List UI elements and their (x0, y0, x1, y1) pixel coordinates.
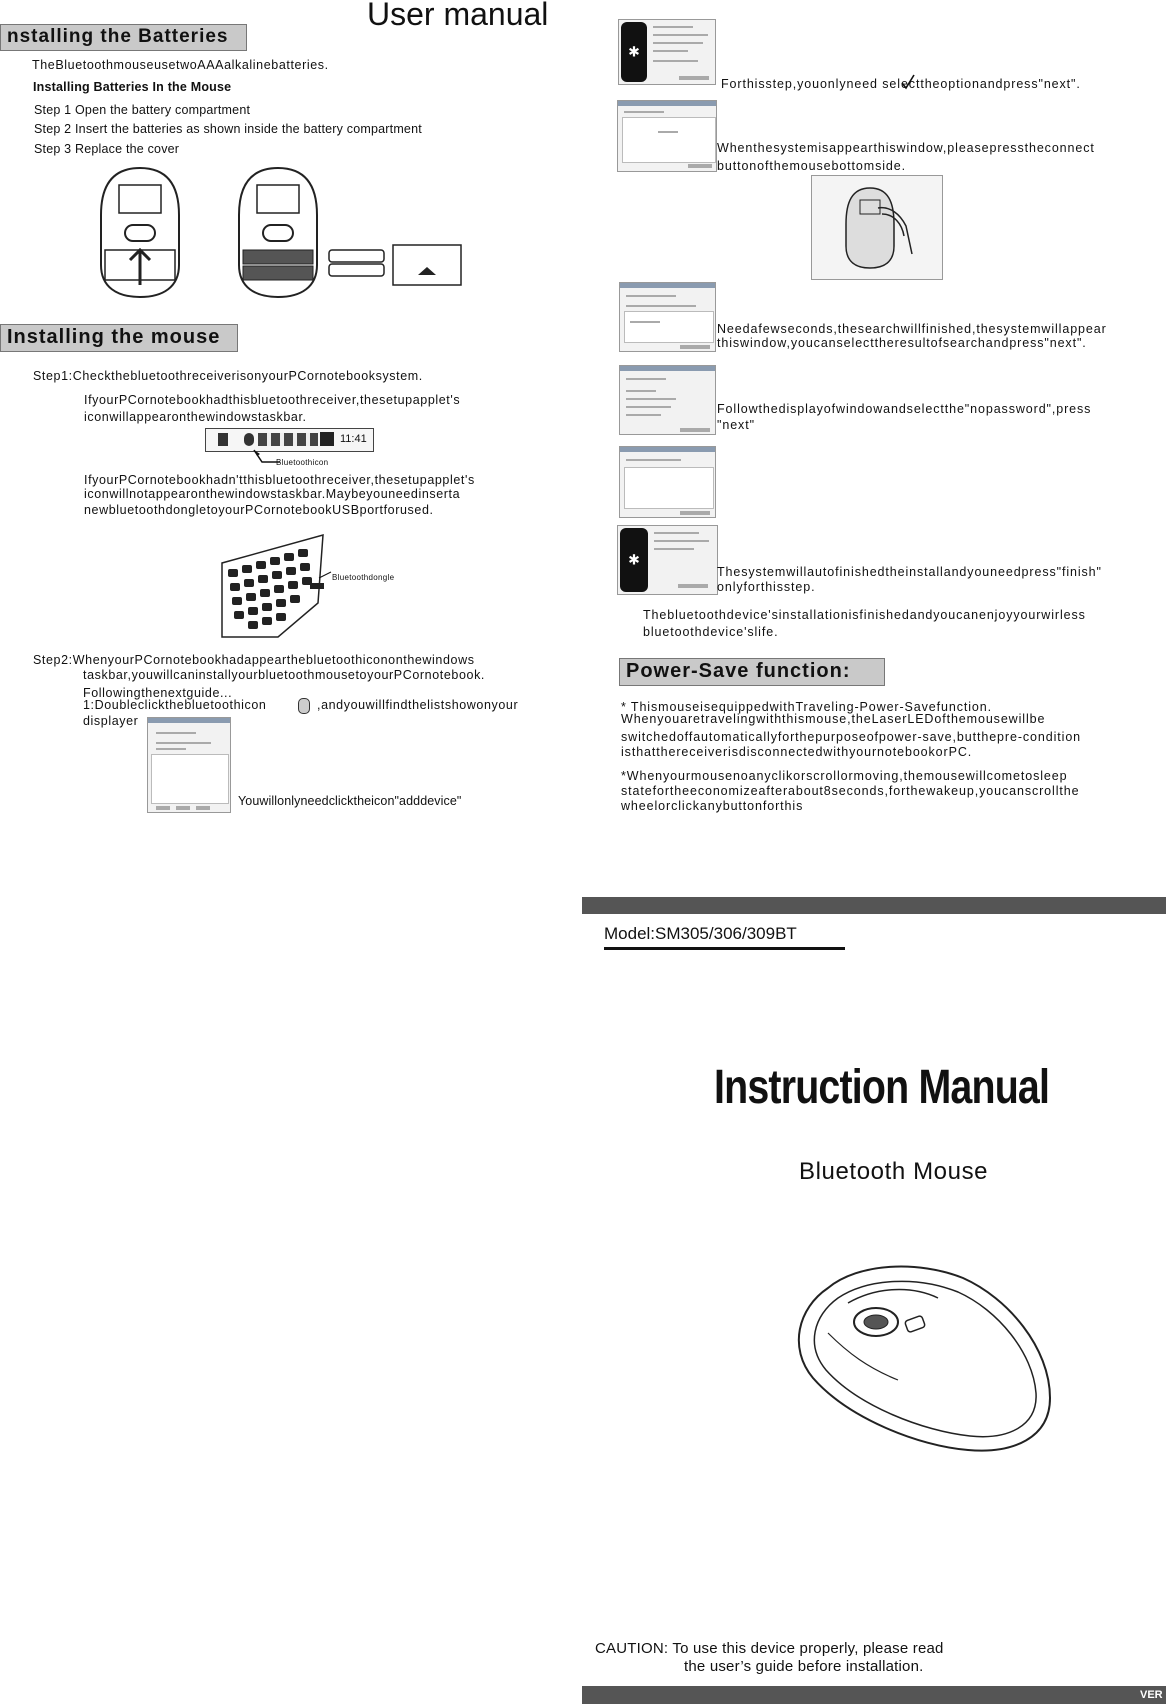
batteries-subheading: Installing Batteries In the Mouse (33, 80, 232, 94)
add-device-instruction: Youwillonlyneedclicktheicon"adddevice" (238, 794, 462, 808)
mouse-heading: Installing the mouse (0, 324, 238, 352)
power-save-p2-line3: wheelorclickanybuttonforthis (621, 799, 804, 813)
battery-step-3: Step 3 Replace the cover (34, 142, 180, 156)
mouse-step-2-line1: Step2:WhenyourPCornotebookhadappearthebluetoothicononthewindows (33, 653, 475, 667)
wizard-screenshot-3 (619, 282, 716, 352)
tray-icons (258, 433, 318, 446)
cover-bottom-bar (582, 1686, 1166, 1704)
mouse-batteries-illustration (233, 165, 473, 300)
bluetooth-icon (244, 433, 254, 446)
caution-line2: the user’s guide before installation. (684, 1658, 924, 1675)
bluetooth-icon (298, 698, 310, 714)
power-save-p1-line4: isthatthereceiverisdisconnectedwithyournotebookorPC. (621, 745, 973, 759)
mouse-step-1: Step1:CheckthebluetoothreceiverisonyourPCornotebooksystem. (33, 369, 423, 383)
footer-code: VER (1140, 1689, 1163, 1701)
power-save-p1-line2: Whenyouaretravelingwiththismouse,theLaserLEDofthemousewillbe (621, 712, 1046, 726)
step-search-line2: thiswindow,youcanselecttheresultofsearchandpress"next". (717, 336, 1087, 350)
batteries-heading: nstalling the Batteries (0, 24, 247, 51)
mouse-para1-line2: iconwillappearonthewindowstaskbar. (84, 410, 307, 424)
power-save-heading: Power-Save function: (619, 658, 885, 686)
power-save-p2-line1: *Whenyourmousenoanyclikorscrollormoving,themousewillcometosleep (621, 769, 1068, 783)
mouse-para2-line2: iconwillnotappearonthewindowstaskbar.Maybeyouneedinserta (84, 487, 461, 501)
mouse-bottom-illustration (840, 184, 914, 272)
step-connect-line1: Whenthesystemisappearthiswindow,pleasepresstheconnect (717, 141, 1095, 155)
model-underline (604, 947, 845, 950)
step-finish-line2: onlyforthisstep. (717, 580, 816, 594)
dongle-pointer (318, 570, 332, 580)
step-search-line1: Needafewseconds,thesearchwillfinished,thesystemwillappear (717, 322, 1107, 336)
mouse-step-2-line2: taskbar,youwillcaninstallyourbluetoothmousetoyourPCornotebook. (83, 668, 485, 682)
mouse-para2-line3: newbluetoothdongletoyourPCornotebookUSBportforused. (84, 503, 434, 517)
bluetooth-icon-label: Bluetoothicon (276, 458, 329, 467)
step-connect-line2: buttonofthemousebottomside. (717, 159, 906, 173)
product-name: Bluetooth Mouse (799, 1158, 989, 1185)
device-list-screenshot (147, 717, 231, 813)
battery-step-1: Step 1 Open the battery compartment (34, 103, 251, 117)
battery-step-2: Step 2 Insert the batteries as shown inside the battery compartment (34, 122, 422, 136)
laptop-dongle-illustration (218, 533, 328, 639)
mouse-step-2-line4a: 1:Doubleclickthebluetoothicon (83, 698, 267, 712)
step-finish-line1: Thesystemwillautofinishedtheinstallandyouneedpress"finish" (717, 565, 1102, 579)
tray-icon (320, 432, 334, 446)
caution-line1: CAUTION: To use this device properly, please read (595, 1640, 944, 1657)
wizard-screenshot-2 (617, 100, 717, 172)
taskbar-illustration (205, 428, 374, 452)
mouse-step-2-line5: displayer (83, 714, 139, 728)
batteries-intro: TheBluetoothmouseusetwoAAAalkalinebatteries. (32, 58, 329, 72)
wizard-screenshot-1: ✱ (618, 19, 716, 85)
power-save-p1-line1: * ThismouseisequippedwithTraveling-Power-Savefunction. (621, 700, 992, 714)
mouse-step-2-line3: Followingthenextguide... (83, 686, 233, 700)
step-password-line1: Followthedisplayofwindowandselectthe"nopassword",press (717, 402, 1092, 416)
mouse-open-illustration (95, 165, 185, 300)
mouse-step-2-line4b: ,andyouwillfindthelistshowonyour (317, 698, 519, 712)
wizard-screenshot-4 (619, 365, 716, 435)
install-finished-line2: bluetoothdevice'slife. (643, 625, 779, 639)
install-finished-line1: Thebluetoothdevice'sinstallationisfinishedandyoucanenjoyyourwirless (643, 608, 1086, 622)
wizard-screenshot-5 (619, 446, 716, 518)
tray-icon (218, 433, 228, 446)
wizard-screenshot-6: ✱ (617, 525, 718, 595)
power-save-p1-line3: switchedoffautomaticallyforthepurposeofpower-save,butthepre-condition (621, 730, 1082, 744)
manual-title: Instruction Manual (714, 1061, 1050, 1114)
mouse-para1-line1: IfyourPCornotebookhadthisbluetoothreceiver,thesetupapplet's (84, 393, 461, 407)
power-save-p2-line2: statefortheeconomizeafterabout8seconds,forthewakeup,youcanscrollthe (621, 784, 1080, 798)
mouse-product-illustration (788, 1258, 1058, 1458)
model-number: Model:SM305/306/309BT (604, 924, 797, 943)
step-select-option: Forthisstep,youonlyneed selecttheoptionandpress"next". (721, 77, 1081, 91)
step-password-line2: "next" (717, 418, 755, 432)
dongle-label: Bluetoothdongle (332, 573, 395, 582)
taskbar-time: 11:41 (340, 433, 367, 445)
page-title: User manual (367, 0, 549, 32)
cover-top-bar (582, 897, 1166, 914)
connect-button-photo (811, 175, 943, 280)
mouse-para2-line1: IfyourPCornotebookhadn'tthisbluetoothreceiver,thesetupapplet's (84, 473, 475, 487)
